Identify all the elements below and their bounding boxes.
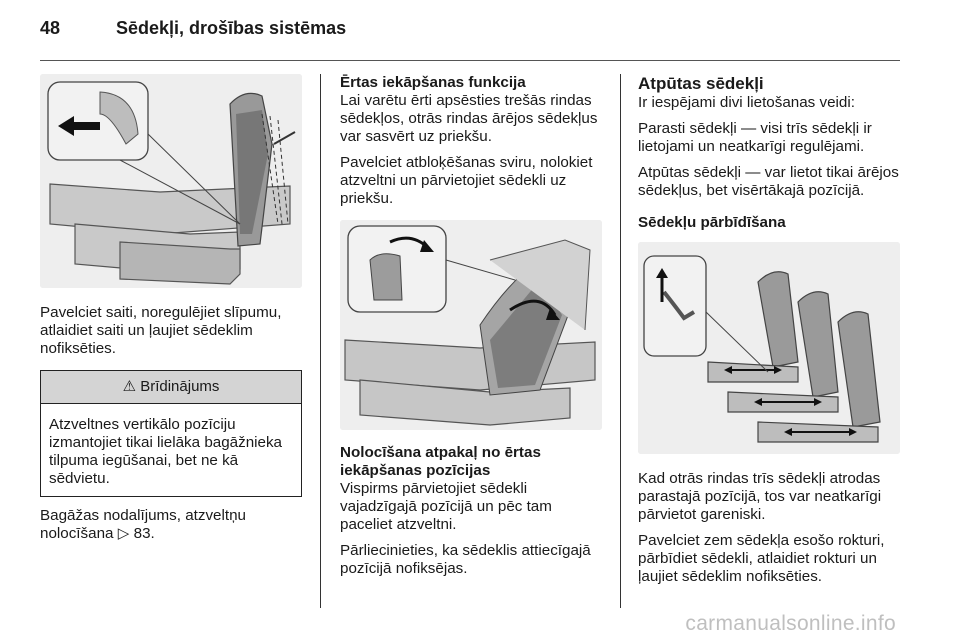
recline-caption: Pavelciet saiti, noregulējiet slīpumu, atlaidiet saiti un ļaujiet sēdeklim nofiksēties. [40, 304, 282, 357]
fold-back-note: Pārliecinieties, ka sēdeklis attiecīgajā pozīcijā nofiksējas. [340, 542, 591, 577]
fold-back-heading: Nolocīšana atpakaļ no ērtas iekāpšanas pozīcijas [340, 444, 541, 479]
page-ref-arrow-icon: ▷ [117, 525, 130, 542]
warning-box [40, 370, 302, 497]
column-1 [40, 74, 302, 551]
column-2 [340, 74, 604, 586]
watermark: carmanualsonline.info [685, 612, 896, 635]
warning-header [41, 371, 301, 404]
column-divider-2 [620, 74, 621, 608]
luggage-reference [40, 507, 302, 543]
easy-entry-instructions: Pavelciet atbloķēšanas sviru, nolokiet atzveltni un pārvietojiet sēdekli uz priekšu. [340, 154, 593, 207]
seat-sliding-text: Kad otrās rindas trīs sēdekļi atrodas parastajā pozīcijā, tos var neatkarīgi pārvietot gareniski. [638, 470, 882, 523]
page-number: 48 [40, 18, 61, 38]
luggage-reference-text: Bagāžas nodalījums, atzveltņu nolocīšana [40, 507, 246, 542]
fold-back-text: Vispirms pārvietojiet sēdekli vajadzīgajā pozīcijā un pēc tam paceliet atzveltni. [340, 480, 552, 533]
easy-entry-heading: Ērtas iekāpšanas funkcija [340, 74, 526, 91]
warning-triangle-icon: ⚠ [122, 378, 137, 395]
column-3 [638, 74, 902, 594]
header-divider [40, 60, 900, 61]
seat-sliding-illustration [638, 242, 900, 454]
easy-entry-illustration [340, 220, 602, 430]
lounge-seats-intro: Ir iespējami divi lietošanas veidi: [638, 94, 855, 111]
warning-title: Brīdinājums [140, 378, 220, 395]
lounge-seats-text: Atpūtas sēdekļi — var lietot tikai ārējos sēdekļus, bet visērtākajā pozīcijā. [638, 164, 899, 199]
normal-seats-text: Parasti sēdekļi — visi trīs sēdekļi ir lietojami un neatkarīgi regulējami. [638, 120, 872, 155]
warning-text: Atzveltnes vertikālo pozīciju izmantojiet tikai lielāka bagāžnieka tilpuma iegūšanai, bet ne kā sēdvietu. [49, 416, 283, 487]
seat-sliding-heading: Sēdekļu pārbīdīšana [638, 214, 786, 231]
seat-sliding-instructions: Pavelciet zem sēdekļa esošo rokturi, pārbīdiet sēdekli, atlaidiet rokturi un ļaujiet sēdeklim nofiksēties. [638, 532, 885, 585]
lounge-seats-heading: Atpūtas sēdekļi [638, 74, 764, 93]
easy-entry-text: Lai varētu ērti apsēsties trešās rindas sēdekļos, otrās rindas ārējos sēdekļus var sasvērt uz priekšu. [340, 92, 598, 145]
seat-recline-illustration [40, 74, 302, 288]
luggage-page-link[interactable]: 83. [133, 525, 155, 542]
page-title: Sēdekļi, drošības sistēmas [116, 18, 347, 38]
column-divider-1 [320, 74, 321, 608]
